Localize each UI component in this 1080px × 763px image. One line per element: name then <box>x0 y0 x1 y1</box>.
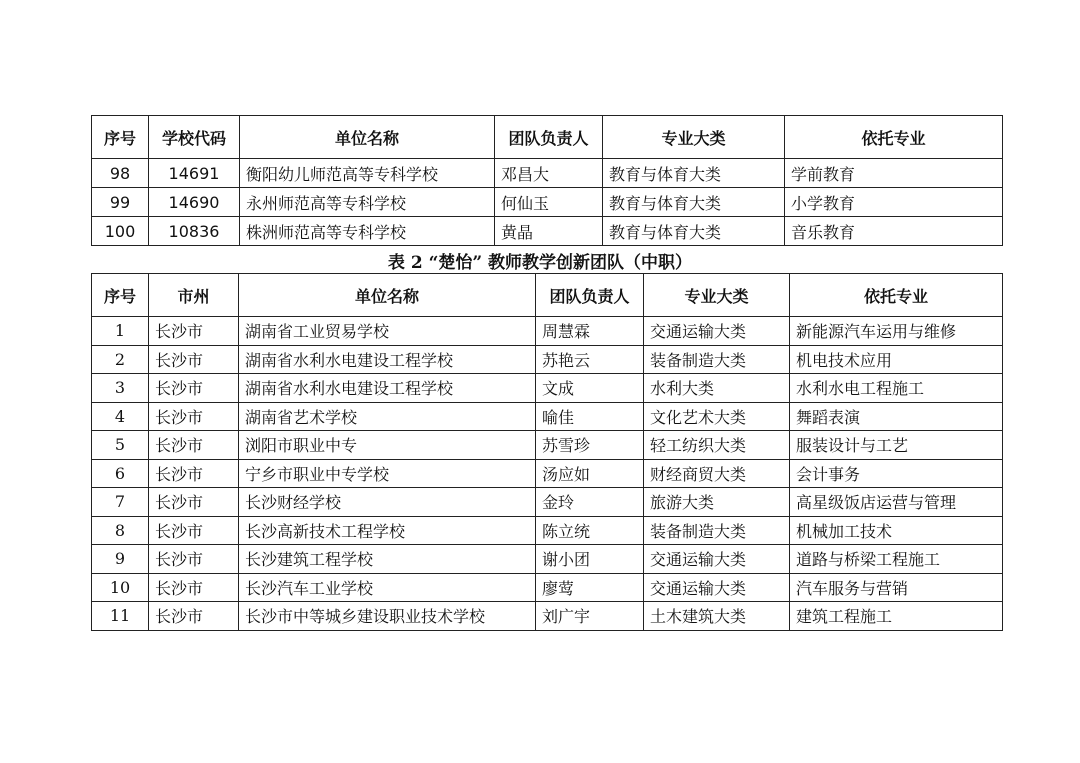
table-row <box>92 374 1003 403</box>
cell-index: 8 <box>92 516 149 545</box>
cell-index: 4 <box>92 402 149 431</box>
table-row <box>92 345 1003 374</box>
cell-index: 9 <box>92 545 149 574</box>
cell-city: 长沙市 <box>149 431 239 460</box>
cell-unit-name: 株洲师范高等专科学校 <box>240 217 495 246</box>
cell-team-leader: 陈立统 <box>536 516 644 545</box>
cell-city: 长沙市 <box>149 459 239 488</box>
cell-index: 1 <box>92 317 149 346</box>
cell-unit-name: 宁乡市职业中专学校 <box>239 459 536 488</box>
cell-team-leader: 苏雪珍 <box>536 431 644 460</box>
cell-major-category: 交通运输大类 <box>644 545 790 574</box>
table-row <box>92 516 1003 545</box>
cell-index: 3 <box>92 374 149 403</box>
cell-city: 长沙市 <box>149 602 239 631</box>
table-row <box>92 217 1003 246</box>
table-row <box>92 317 1003 346</box>
header-index: 序号 <box>92 274 149 317</box>
cell-major-category: 文化艺术大类 <box>644 402 790 431</box>
cell-unit-name: 长沙市中等城乡建设职业技术学校 <box>239 602 536 631</box>
cell-unit-name: 衡阳幼儿师范高等专科学校 <box>240 159 495 188</box>
cell-major-category: 教育与体育大类 <box>603 217 785 246</box>
header-major: 依托专业 <box>785 116 1003 159</box>
cell-major-category: 教育与体育大类 <box>603 159 785 188</box>
cell-major-category: 财经商贸大类 <box>644 459 790 488</box>
table-row <box>92 488 1003 517</box>
cell-major-category: 装备制造大类 <box>644 345 790 374</box>
cell-index: 11 <box>92 602 149 631</box>
cell-city: 长沙市 <box>149 402 239 431</box>
cell-city: 长沙市 <box>149 488 239 517</box>
cell-major: 音乐教育 <box>785 217 1003 246</box>
cell-team-leader: 汤应如 <box>536 459 644 488</box>
cell-major-category: 土木建筑大类 <box>644 602 790 631</box>
header-major: 依托专业 <box>790 274 1003 317</box>
cell-index: 10 <box>92 573 149 602</box>
header-team-leader: 团队负责人 <box>536 274 644 317</box>
cell-team-leader: 喻佳 <box>536 402 644 431</box>
table-row <box>92 188 1003 217</box>
cell-school-code: 14690 <box>149 188 240 217</box>
cell-team-leader: 金玲 <box>536 488 644 517</box>
header-major-category: 专业大类 <box>644 274 790 317</box>
cell-unit-name: 永州师范高等专科学校 <box>240 188 495 217</box>
cell-index: 2 <box>92 345 149 374</box>
cell-index: 5 <box>92 431 149 460</box>
table-row <box>92 573 1003 602</box>
cell-index: 100 <box>92 217 149 246</box>
table-2-caption: 表 2 “楚怡” 教师教学创新团队（中职） <box>387 253 693 273</box>
header-index: 序号 <box>92 116 149 159</box>
cell-unit-name: 湖南省工业贸易学校 <box>239 317 536 346</box>
cell-team-leader: 廖莺 <box>536 573 644 602</box>
header-major-category: 专业大类 <box>603 116 785 159</box>
header-school-code: 学校代码 <box>149 116 240 159</box>
cell-index: 98 <box>92 159 149 188</box>
cell-team-leader: 黄晶 <box>495 217 603 246</box>
cell-city: 长沙市 <box>149 573 239 602</box>
cell-major-category: 旅游大类 <box>644 488 790 517</box>
cell-major: 建筑工程施工 <box>790 602 1003 631</box>
cell-major: 水利水电工程施工 <box>790 374 1003 403</box>
cell-school-code: 10836 <box>149 217 240 246</box>
header-city: 市州 <box>149 274 239 317</box>
cell-unit-name: 长沙建筑工程学校 <box>239 545 536 574</box>
table-header-row <box>92 116 1003 159</box>
table-row <box>92 159 1003 188</box>
header-unit-name: 单位名称 <box>239 274 536 317</box>
cell-major: 学前教育 <box>785 159 1003 188</box>
header-unit-name: 单位名称 <box>240 116 495 159</box>
cell-major-category: 水利大类 <box>644 374 790 403</box>
cell-major: 服装设计与工艺 <box>790 431 1003 460</box>
cell-city: 长沙市 <box>149 374 239 403</box>
cell-major: 机械加工技术 <box>790 516 1003 545</box>
cell-unit-name: 湖南省艺术学校 <box>239 402 536 431</box>
cell-major: 高星级饭店运营与管理 <box>790 488 1003 517</box>
cell-major-category: 教育与体育大类 <box>603 188 785 217</box>
cell-team-leader: 邓昌大 <box>495 159 603 188</box>
cell-unit-name: 湖南省水利水电建设工程学校 <box>239 345 536 374</box>
cell-major: 道路与桥梁工程施工 <box>790 545 1003 574</box>
cell-index: 7 <box>92 488 149 517</box>
cell-unit-name: 长沙汽车工业学校 <box>239 573 536 602</box>
table-row <box>92 431 1003 460</box>
cell-major-category: 装备制造大类 <box>644 516 790 545</box>
table-row <box>92 545 1003 574</box>
cell-major-category: 轻工纺织大类 <box>644 431 790 460</box>
table-secondary-vocational <box>91 273 1003 631</box>
cell-unit-name: 湖南省水利水电建设工程学校 <box>239 374 536 403</box>
cell-team-leader: 周慧霖 <box>536 317 644 346</box>
cell-team-leader: 谢小团 <box>536 545 644 574</box>
table-row <box>92 602 1003 631</box>
cell-unit-name: 长沙高新技术工程学校 <box>239 516 536 545</box>
cell-city: 长沙市 <box>149 516 239 545</box>
cell-team-leader: 苏艳云 <box>536 345 644 374</box>
cell-major: 新能源汽车运用与维修 <box>790 317 1003 346</box>
cell-major: 会计事务 <box>790 459 1003 488</box>
cell-team-leader: 何仙玉 <box>495 188 603 217</box>
cell-team-leader: 刘广宇 <box>536 602 644 631</box>
cell-major: 机电技术应用 <box>790 345 1003 374</box>
cell-major-category: 交通运输大类 <box>644 573 790 602</box>
cell-major: 汽车服务与营销 <box>790 573 1003 602</box>
cell-unit-name: 浏阳市职业中专 <box>239 431 536 460</box>
cell-major: 小学教育 <box>785 188 1003 217</box>
cell-index: 99 <box>92 188 149 217</box>
cell-major: 舞蹈表演 <box>790 402 1003 431</box>
cell-city: 长沙市 <box>149 345 239 374</box>
table-row <box>92 402 1003 431</box>
cell-index: 6 <box>92 459 149 488</box>
cell-city: 长沙市 <box>149 317 239 346</box>
cell-school-code: 14691 <box>149 159 240 188</box>
table-header-row <box>92 274 1003 317</box>
header-team-leader: 团队负责人 <box>495 116 603 159</box>
cell-team-leader: 文成 <box>536 374 644 403</box>
table-row <box>92 459 1003 488</box>
cell-unit-name: 长沙财经学校 <box>239 488 536 517</box>
cell-major-category: 交通运输大类 <box>644 317 790 346</box>
table-higher-vocational <box>91 115 1003 246</box>
cell-city: 长沙市 <box>149 545 239 574</box>
